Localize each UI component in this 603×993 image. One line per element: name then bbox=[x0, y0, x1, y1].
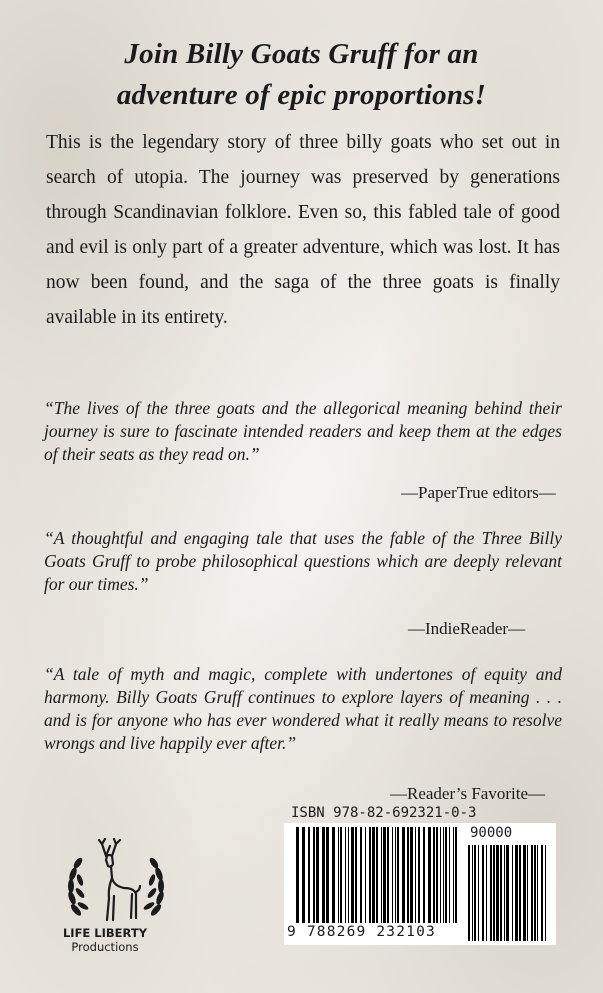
barcode-bar bbox=[345, 827, 346, 923]
barcode-bar bbox=[428, 827, 431, 923]
barcode-bar bbox=[392, 827, 393, 923]
barcode-bar bbox=[340, 827, 342, 923]
barcode-bar bbox=[468, 845, 470, 941]
barcode-bar bbox=[351, 827, 354, 923]
barcode-bar bbox=[504, 845, 505, 941]
barcode-bar bbox=[541, 845, 543, 941]
barcode-bar bbox=[322, 827, 325, 923]
barcode-bar bbox=[308, 827, 310, 923]
barcode-bar bbox=[355, 827, 357, 923]
ean-digits: 9 788269 232103 bbox=[287, 924, 436, 940]
barcode-bar bbox=[534, 845, 536, 941]
barcode-bar bbox=[383, 827, 386, 923]
barcode-bar bbox=[433, 827, 435, 923]
barcode-bar bbox=[500, 845, 502, 941]
barcode-bar bbox=[360, 827, 362, 923]
barcode-bar bbox=[436, 827, 438, 923]
barcode-bar bbox=[472, 845, 473, 941]
headline-line-2: adventure of epic proportions! bbox=[116, 79, 487, 111]
barcode-bar bbox=[296, 827, 299, 923]
barcode-bar bbox=[515, 845, 518, 941]
review-quote-indiereader: “A thoughtful and engaging tale that uses the fable of the Three Billy Goats Gruff to probe philosophical questions which are deeply relevant for our times.” bbox=[44, 528, 562, 594]
barcode-bar bbox=[496, 845, 499, 941]
book-blurb: This is the legendary story of three billy goats who set out in search of utopia. The journey was preserved by generations through Scandinavian folklore. Even so, this fabled tale of good and evil is only part of a greater adventure, which was lost. It has now been found, and the saga of the three goats is finally available in its entirety. bbox=[46, 132, 560, 328]
barcode-bar bbox=[493, 845, 495, 941]
review-quote-papertrue: “The lives of the three goats and the allegorical meaning behind their journey is sure to fascinate intended readers and keep them at the edges of their seats as they read on.” bbox=[44, 398, 562, 464]
barcode-bar bbox=[531, 845, 533, 941]
price-code: 90000 bbox=[470, 825, 513, 841]
barcode-bar bbox=[372, 827, 375, 923]
review-source-papertrue: —PaperTrue editors— bbox=[401, 483, 556, 502]
barcode-bar bbox=[397, 827, 399, 923]
barcode-bar bbox=[376, 827, 378, 923]
headline-line-1: Join Billy Goats Gruff for an bbox=[124, 38, 479, 70]
barcode-bar bbox=[445, 827, 447, 923]
barcode-bar bbox=[537, 845, 538, 941]
barcode-bar bbox=[545, 845, 546, 941]
barcode-bar bbox=[418, 827, 420, 923]
barcode-bar bbox=[387, 827, 389, 923]
review-source-readers-favorite: —Reader’s Favorite— bbox=[390, 784, 546, 803]
barcode-bar bbox=[381, 827, 382, 923]
barcode-bar bbox=[453, 827, 454, 923]
barcode-bar bbox=[519, 845, 521, 941]
barcode-bar bbox=[474, 845, 476, 941]
headline bbox=[0, 34, 603, 116]
barcode-bar bbox=[410, 827, 413, 923]
barcode-bar bbox=[302, 827, 305, 923]
ean-bars bbox=[296, 827, 457, 923]
barcode-bar bbox=[365, 827, 366, 923]
review-quote-readers-favorite: “A tale of myth and magic, complete with undertones of equity and harmony. Billy Goats Gruff continues to explore layers of meaning . . . and is for anyone who has ever wondered what it really means to resolve wrongs and live happily ever after.” bbox=[44, 664, 562, 753]
barcode-bar bbox=[402, 827, 405, 923]
barcode-bar bbox=[506, 845, 509, 941]
barcode-bar bbox=[313, 827, 315, 923]
addon-bars bbox=[468, 845, 546, 941]
isbn-number: ISBN 978-82-692321-0-3 bbox=[291, 805, 477, 821]
barcode-bar bbox=[482, 845, 484, 941]
barcode-bar bbox=[326, 827, 329, 923]
publisher-name: LIFE LIBERTY bbox=[62, 926, 148, 940]
barcode-bar bbox=[490, 845, 492, 941]
barcode-bar bbox=[523, 845, 526, 941]
barcode-bar bbox=[449, 827, 450, 923]
barcode-bar bbox=[443, 827, 444, 923]
barcode-bar bbox=[440, 827, 441, 923]
barcode-bar bbox=[369, 827, 371, 923]
barcode-bar bbox=[395, 827, 396, 923]
barcode-bar bbox=[527, 845, 528, 941]
barcode-bar bbox=[455, 827, 457, 923]
barcode-bar bbox=[478, 845, 479, 941]
review-source-indiereader: —IndieReader— bbox=[408, 619, 526, 638]
barcode-bar bbox=[338, 827, 339, 923]
barcode-bar bbox=[348, 827, 349, 923]
publisher-subtitle: Productions bbox=[71, 940, 139, 954]
barcode-bar bbox=[407, 827, 409, 923]
barcode-bar bbox=[512, 845, 513, 941]
barcode-bar bbox=[486, 845, 487, 941]
barcode-bar bbox=[316, 827, 319, 923]
barcode-bar bbox=[423, 827, 425, 923]
barcode-bar bbox=[332, 827, 335, 923]
barcode-bar bbox=[415, 827, 416, 923]
